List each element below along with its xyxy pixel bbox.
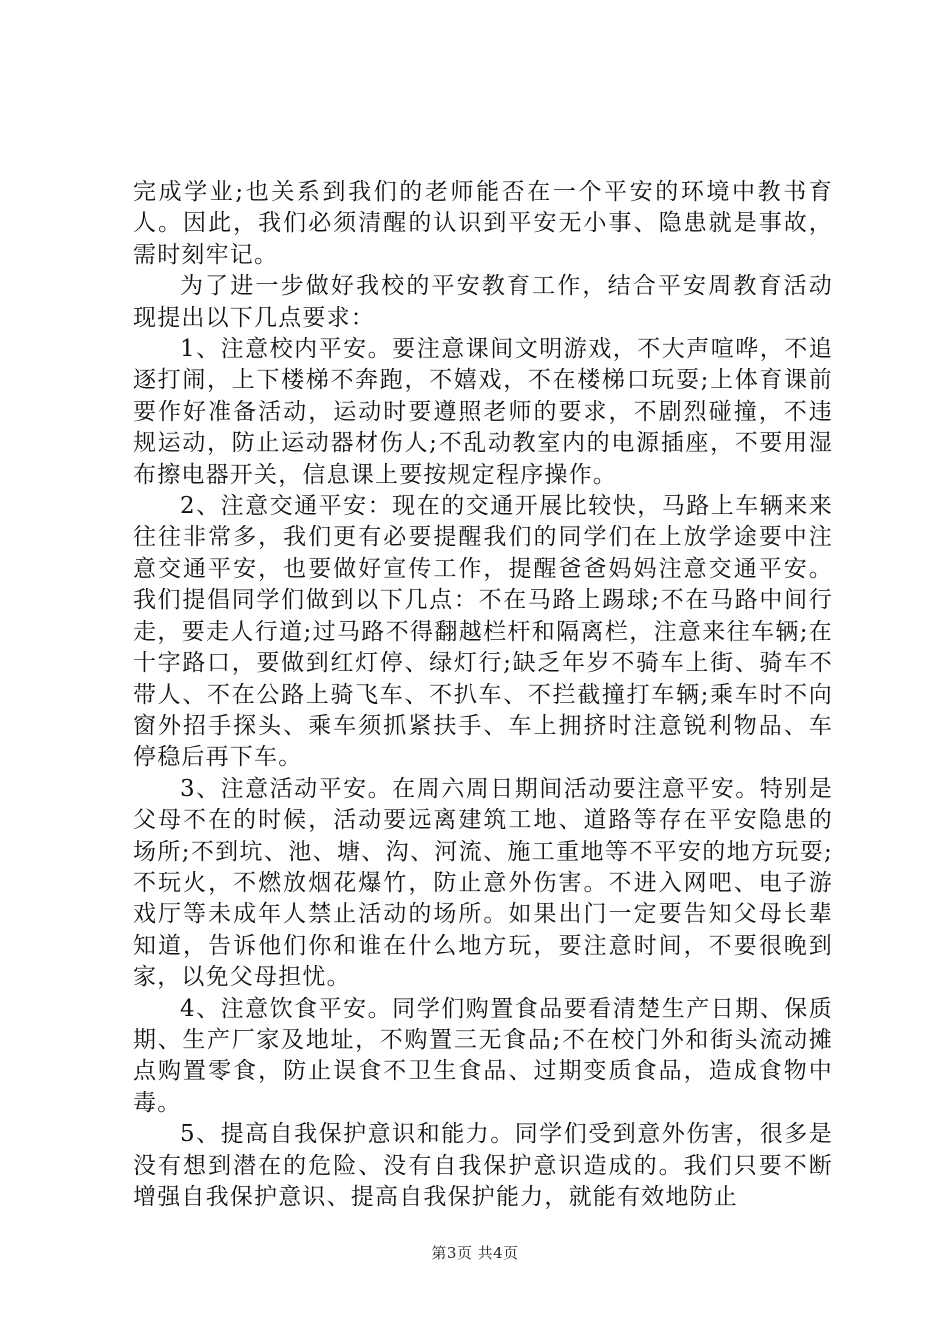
paragraph-intro: 为了进一步做好我校的平安教育工作，结合平安周教育活动现提出以下几点要求： (133, 273, 833, 331)
document-body (133, 177, 833, 1213)
paragraph-continuation: 完成学业;也关系到我们的老师能否在一个平安的环境中教书育人。因此，我们必须清醒的认识到平安无小事、隐患就是事故，需时刻牢记。 (133, 179, 833, 268)
paragraph-item-3: 3、注意活动平安。在周六周日期间活动要注意平安。特别是父母不在的时候，活动要远离建筑工地、道路等存在平安隐患的场所;不到坑、池、塘、沟、河流、施工重地等不平安的地方玩耍;不玩火，不燃放烟花爆竹，防止意外伤害。不进入网吧、电子游戏厅等未成年人禁止活动的场所。如果出门一定要告知父母长辈知道，告诉他们你和谁在什么地方玩，要注意时间，不要很晚到家，以免父母担忧。 (133, 775, 833, 991)
paragraph-item-2: 2、注意交通平安：现在的交通开展比较快，马路上车辆来来往往非常多，我们更有必要提醒我们的同学们在上放学途要中注意交通平安，也要做好宣传工作，提醒爸爸妈妈注意交通平安。我们提倡同学们做到以下几点：不在马路上踢球;不在马路中间行走，要走人行道;过马路不得翻越栏杆和隔离栏，注意来往车辆;在十字路口，要做到红灯停、绿灯行;缺乏年岁不骑车上街、骑车不带人、不在公路上骑飞车、不扒车、不拦截撞打车辆;乘车时不向窗外招手探头、乘车须抓紧扶手、车上拥挤时注意锐利物品、车停稳后再下车。 (133, 493, 833, 771)
page-footer: 第3页 共4页 (431, 1244, 519, 1262)
paragraph-item-4: 4、注意饮食平安。同学们购置食品要看清楚生产日期、保质期、生产厂家及地址，不购置三无食品;不在校门外和街头流动摊点购置零食，防止误食不卫生食品、过期变质食品，造成食物中毒。 (133, 995, 833, 1116)
paragraph-item-5: 5、提高自我保护意识和能力。同学们受到意外伤害，很多是没有想到潜在的危险、没有自我保护意识造成的。我们只要不断增强自我保护意识、提高自我保护能力，就能有效地防止 (133, 1121, 833, 1210)
paragraph-item-1: 1、注意校内平安。要注意课间文明游戏，不大声喧哗，不追逐打闹，上下楼梯不奔跑，不嬉戏，不在楼梯口玩耍;上体育课前要作好准备活动，运动时要遵照老师的要求，不剧烈碰撞，不违规运动，防止运动器材伤人;不乱动教室内的电源插座，不要用湿布擦电器开关，信息课上要按规定程序操作。 (133, 336, 833, 488)
